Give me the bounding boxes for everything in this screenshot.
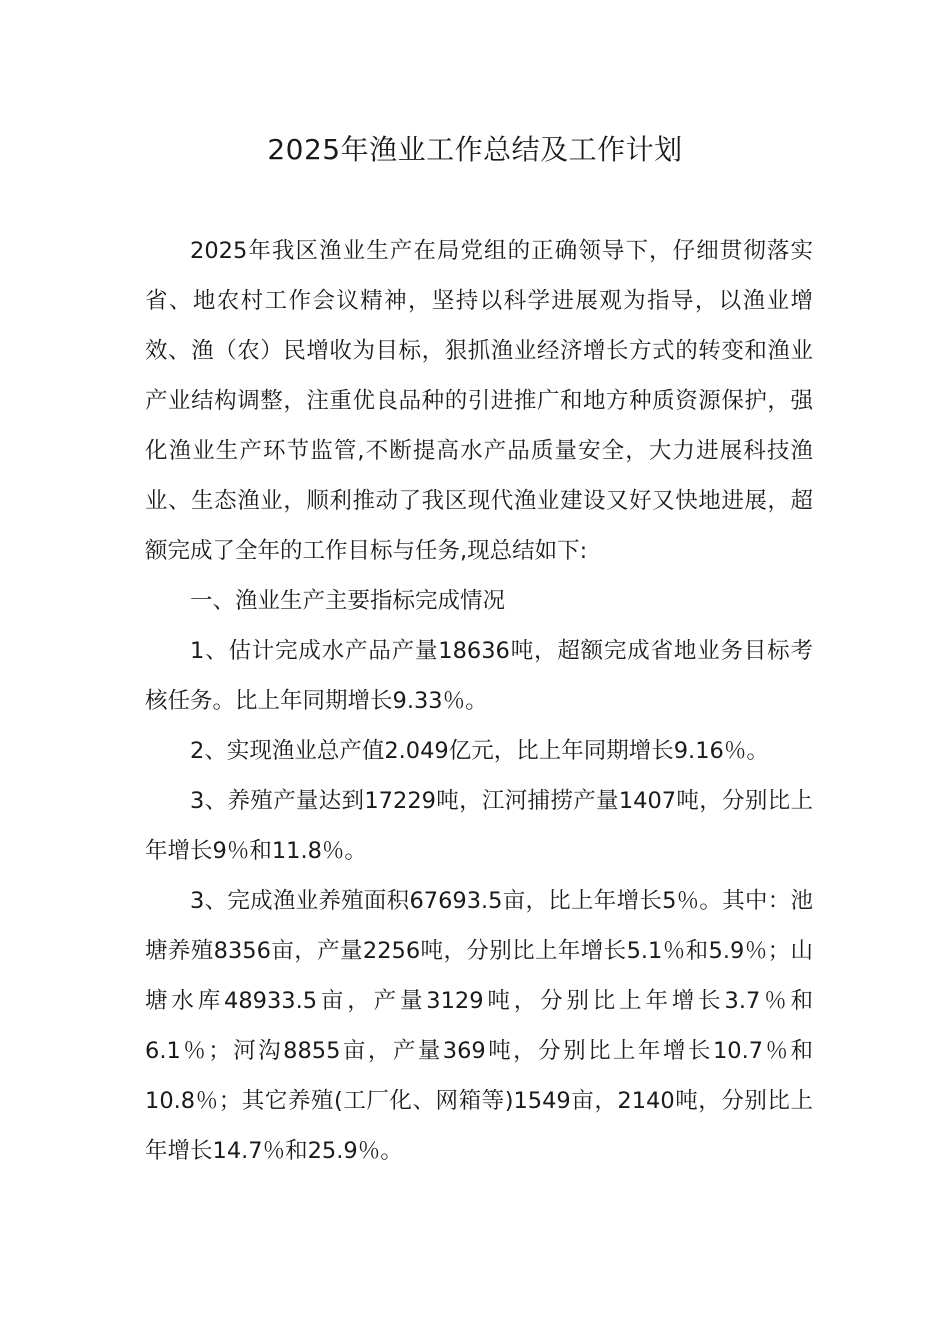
item-paragraph: 2、实现渔业总产值2.049亿元，比上年同期增长9.16％。	[190, 738, 769, 764]
item-paragraph: 3、完成渔业养殖面积67693.5亩，比上年增长5％。其中：池塘养殖8356亩，产量2256吨，分别比上年增长5.1％和5.9％；山塘水库48933.5亩，产量3129吨，分别比上年增长3.7％和6.1％；河沟8855亩，产量369吨，分别比上年增长10.7％和10.8％；其它养殖(工厂化、网箱等)1549亩，2140吨，分别比上年增长14.7％和25.9％。	[145, 888, 813, 1164]
document-body	[145, 226, 813, 1176]
intro-paragraph: 2025年我区渔业生产在局党组的正确领导下，仔细贯彻落实省、地农村工作会议精神，坚持以科学进展观为指导，以渔业增效、渔（农）民增收为目标，狠抓渔业经济增长方式的转变和渔业产业结构调整，注重优良品种的引进推广和地方种质资源保护，强化渔业生产环节监管,不断提高水产品质量安全，大力进展科技渔业、生态渔业，顺利推动了我区现代渔业建设又好又快地进展，超额完成了全年的工作目标与任务,现总结如下:	[145, 238, 813, 564]
section-heading: 一、渔业生产主要指标完成情况	[190, 588, 506, 614]
document-title: 2025年渔业工作总结及工作计划	[267, 133, 683, 166]
item-paragraph: 3、养殖产量达到17229吨，江河捕捞产量1407吨，分别比上年增长9％和11.8％。	[145, 788, 813, 864]
item-paragraph: 1、估计完成水产品产量18636吨，超额完成省地业务目标考核任务。比上年同期增长9.33％。	[145, 638, 813, 714]
